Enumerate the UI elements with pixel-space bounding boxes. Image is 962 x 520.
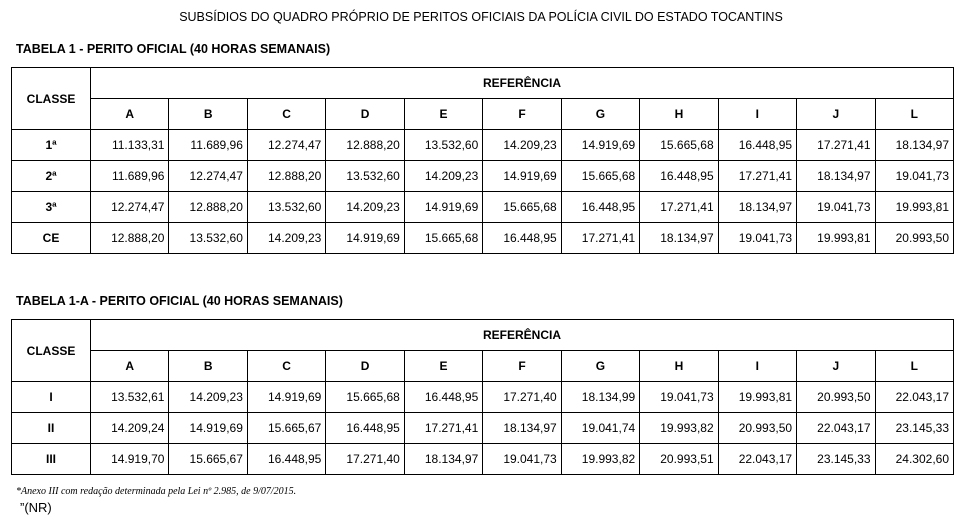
- value-cell: 12.888,20: [91, 223, 169, 254]
- value-cell: 18.134,97: [640, 223, 718, 254]
- value-cell: 12.888,20: [169, 192, 247, 223]
- value-cell: 17.271,41: [640, 192, 718, 223]
- value-cell: 14.209,23: [247, 223, 325, 254]
- value-cell: 12.274,47: [91, 192, 169, 223]
- value-cell: 16.448,95: [326, 413, 404, 444]
- value-cell: 19.993,81: [797, 223, 875, 254]
- value-cell: 20.993,51: [640, 444, 718, 475]
- value-cell: 18.134,97: [483, 413, 561, 444]
- value-cell: 18.134,97: [718, 192, 796, 223]
- column-header: F: [483, 351, 561, 382]
- value-cell: 13.532,60: [404, 130, 482, 161]
- column-header: A: [91, 99, 169, 130]
- value-cell: 17.271,41: [797, 130, 875, 161]
- referencia-header: REFERÊNCIA: [91, 68, 954, 99]
- classe-cell: 2ª: [12, 161, 91, 192]
- value-cell: 11.689,96: [169, 130, 247, 161]
- table-1: [11, 67, 954, 254]
- header-row: [12, 68, 954, 99]
- column-header: C: [247, 351, 325, 382]
- column-header: B: [169, 99, 247, 130]
- document-title: SUBSÍDIOS DO QUADRO PRÓPRIO DE PERITOS OFICIAIS DA POLÍCIA CIVIL DO ESTADO TOCANTINS: [179, 10, 783, 24]
- value-cell: 12.274,47: [247, 130, 325, 161]
- value-cell: 19.993,81: [718, 382, 796, 413]
- value-cell: 12.274,47: [169, 161, 247, 192]
- value-cell: 16.448,95: [247, 444, 325, 475]
- value-cell: 20.993,50: [875, 223, 953, 254]
- column-header: F: [483, 99, 561, 130]
- value-cell: 12.888,20: [326, 130, 404, 161]
- value-cell: 19.041,73: [797, 192, 875, 223]
- value-cell: 15.665,68: [483, 192, 561, 223]
- value-cell: 14.209,23: [169, 382, 247, 413]
- footnote: *Anexo III com redação determinada pela Lei nº 2.985, de 9/07/2015.: [16, 486, 297, 497]
- header-row: [12, 320, 954, 351]
- value-cell: 16.448,95: [483, 223, 561, 254]
- nr-mark: ”(NR): [20, 500, 52, 515]
- value-cell: 17.271,41: [718, 161, 796, 192]
- value-cell: 11.133,31: [91, 130, 169, 161]
- value-cell: 19.993,81: [875, 192, 953, 223]
- column-header: D: [326, 99, 404, 130]
- column-header: L: [875, 351, 953, 382]
- value-cell: 14.209,24: [91, 413, 169, 444]
- table-row: [12, 413, 954, 444]
- value-cell: 23.145,33: [875, 413, 953, 444]
- value-cell: 17.271,41: [561, 223, 639, 254]
- column-header: E: [404, 351, 482, 382]
- value-cell: 13.532,61: [91, 382, 169, 413]
- column-header: G: [561, 351, 639, 382]
- classe-cell: III: [12, 444, 91, 475]
- value-cell: 15.665,67: [247, 413, 325, 444]
- value-cell: 19.041,73: [875, 161, 953, 192]
- value-cell: 19.993,82: [640, 413, 718, 444]
- column-header: I: [718, 99, 796, 130]
- column-header: E: [404, 99, 482, 130]
- column-header-row: [12, 351, 954, 382]
- value-cell: 20.993,50: [718, 413, 796, 444]
- value-cell: 14.919,69: [404, 192, 482, 223]
- value-cell: 18.134,97: [797, 161, 875, 192]
- table-row: [12, 382, 954, 413]
- classe-cell: 1ª: [12, 130, 91, 161]
- value-cell: 22.043,17: [718, 444, 796, 475]
- column-header: H: [640, 99, 718, 130]
- column-header: C: [247, 99, 325, 130]
- table-1-caption: TABELA 1 - PERITO OFICIAL (40 HORAS SEMANAIS): [16, 42, 331, 56]
- value-cell: 11.689,96: [91, 161, 169, 192]
- value-cell: 15.665,68: [640, 130, 718, 161]
- value-cell: 16.448,95: [718, 130, 796, 161]
- table-row: [12, 192, 954, 223]
- value-cell: 15.665,68: [561, 161, 639, 192]
- value-cell: 19.041,73: [640, 382, 718, 413]
- value-cell: 19.041,74: [561, 413, 639, 444]
- value-cell: 18.134,97: [875, 130, 953, 161]
- table-1a-caption: TABELA 1-A - PERITO OFICIAL (40 HORAS SEMANAIS): [16, 294, 343, 308]
- value-cell: 23.145,33: [797, 444, 875, 475]
- column-header: I: [718, 351, 796, 382]
- value-cell: 22.043,17: [797, 413, 875, 444]
- value-cell: 14.209,23: [404, 161, 482, 192]
- value-cell: 15.665,68: [326, 382, 404, 413]
- classe-cell: II: [12, 413, 91, 444]
- column-header: B: [169, 351, 247, 382]
- table-1a: [11, 319, 954, 475]
- column-header: J: [797, 351, 875, 382]
- column-header: A: [91, 351, 169, 382]
- value-cell: 14.919,69: [561, 130, 639, 161]
- value-cell: 19.041,73: [718, 223, 796, 254]
- value-cell: 14.919,70: [91, 444, 169, 475]
- value-cell: 14.919,69: [483, 161, 561, 192]
- column-header: G: [561, 99, 639, 130]
- table-row: [12, 444, 954, 475]
- value-cell: 16.448,95: [404, 382, 482, 413]
- value-cell: 14.209,23: [483, 130, 561, 161]
- classe-header: CLASSE: [12, 320, 91, 382]
- value-cell: 14.919,69: [326, 223, 404, 254]
- value-cell: 13.532,60: [169, 223, 247, 254]
- value-cell: 13.532,60: [247, 192, 325, 223]
- column-header: D: [326, 351, 404, 382]
- value-cell: 14.209,23: [326, 192, 404, 223]
- value-cell: 16.448,95: [561, 192, 639, 223]
- referencia-header: REFERÊNCIA: [91, 320, 954, 351]
- classe-header: CLASSE: [12, 68, 91, 130]
- classe-cell: CE: [12, 223, 91, 254]
- column-header: H: [640, 351, 718, 382]
- table-row: [12, 130, 954, 161]
- column-header-row: [12, 99, 954, 130]
- value-cell: 17.271,41: [404, 413, 482, 444]
- value-cell: 14.919,69: [247, 382, 325, 413]
- value-cell: 19.041,73: [483, 444, 561, 475]
- column-header: J: [797, 99, 875, 130]
- value-cell: 22.043,17: [875, 382, 953, 413]
- value-cell: 13.532,60: [326, 161, 404, 192]
- table-row: [12, 161, 954, 192]
- value-cell: 17.271,40: [326, 444, 404, 475]
- value-cell: 18.134,99: [561, 382, 639, 413]
- value-cell: 16.448,95: [640, 161, 718, 192]
- value-cell: 15.665,68: [404, 223, 482, 254]
- value-cell: 18.134,97: [404, 444, 482, 475]
- classe-cell: I: [12, 382, 91, 413]
- column-header: L: [875, 99, 953, 130]
- value-cell: 15.665,67: [169, 444, 247, 475]
- value-cell: 20.993,50: [797, 382, 875, 413]
- value-cell: 12.888,20: [247, 161, 325, 192]
- classe-cell: 3ª: [12, 192, 91, 223]
- value-cell: 14.919,69: [169, 413, 247, 444]
- table-row: [12, 223, 954, 254]
- value-cell: 24.302,60: [875, 444, 953, 475]
- value-cell: 17.271,40: [483, 382, 561, 413]
- value-cell: 19.993,82: [561, 444, 639, 475]
